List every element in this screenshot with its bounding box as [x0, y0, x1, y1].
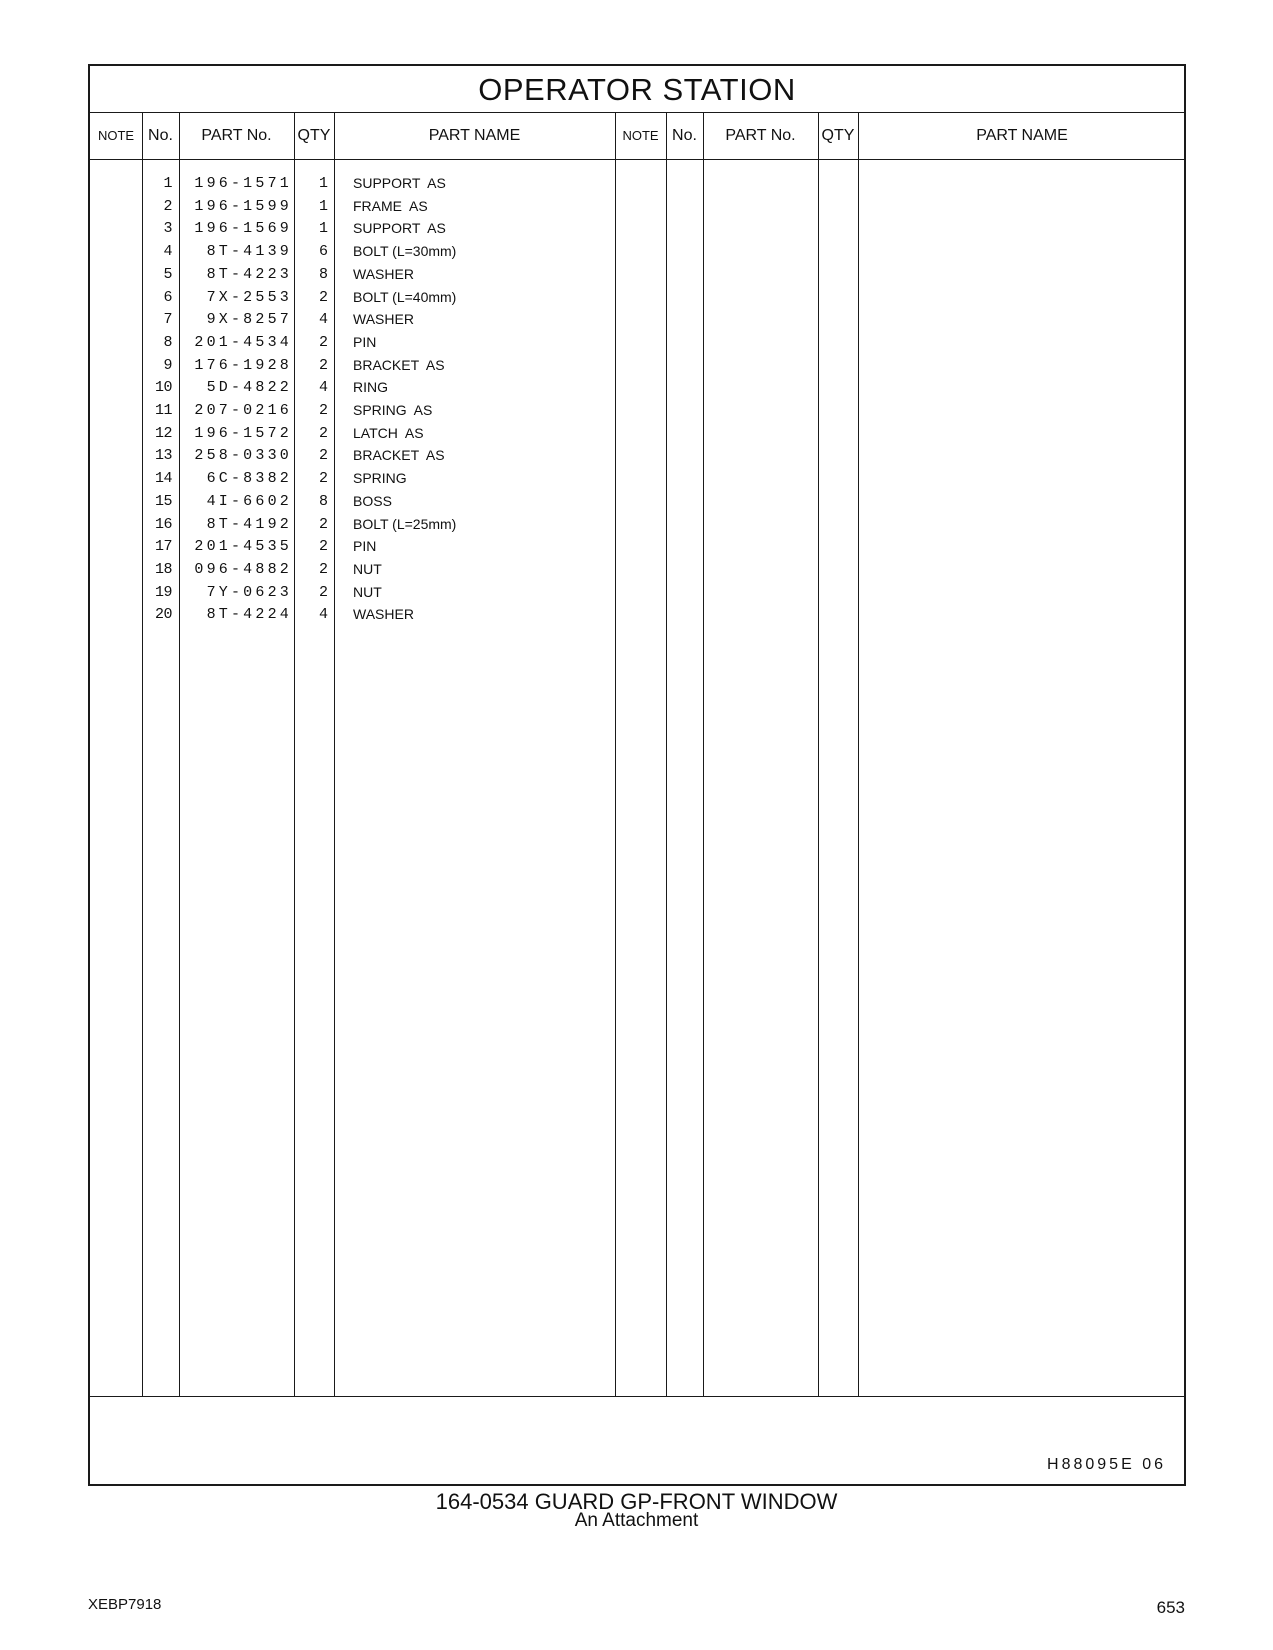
part-number: 5D-4822 [206, 379, 292, 397]
part-number: 6C-8382 [206, 470, 292, 488]
part-number: 176-1928 [194, 356, 292, 374]
item-number: 4 [163, 243, 172, 261]
quantity: 8 [318, 492, 328, 510]
table-row [90, 334, 1184, 357]
item-number: 19 [154, 583, 172, 601]
quantity: 8 [318, 265, 328, 283]
part-name: NUT [353, 583, 382, 600]
part-name: PIN [353, 333, 377, 350]
part-name: BOLT (L=40mm) [353, 288, 457, 305]
part-name: LATCH AS [353, 424, 424, 441]
table-row [90, 266, 1184, 289]
table-row [90, 425, 1184, 448]
quantity: 2 [318, 515, 328, 533]
part-number: 207-0216 [194, 402, 292, 419]
item-number: 16 [154, 515, 172, 533]
quantity: 1 [318, 220, 328, 238]
item-number: 15 [154, 492, 172, 510]
table-row [90, 447, 1184, 470]
drawing-code: H88095E 06 [1047, 1456, 1166, 1473]
assembly-subcaption: An Attachment [574, 1510, 699, 1531]
header-note: NOTE [97, 128, 135, 143]
table-row [90, 606, 1184, 629]
header-note-right: NOTE [622, 128, 659, 143]
item-number: 10 [154, 379, 172, 397]
item-number: 3 [163, 220, 172, 238]
item-number: 2 [163, 197, 172, 215]
table-row [90, 311, 1184, 334]
header-part-name: PART NAME [428, 127, 521, 144]
section-title: OPERATOR STATION [478, 72, 796, 107]
header-part-name-right: PART NAME [976, 127, 1068, 144]
part-number: 196-1571 [194, 175, 292, 192]
table-row [90, 584, 1184, 607]
part-number: 8T-4223 [206, 265, 292, 283]
part-number: 201-4534 [194, 333, 292, 351]
part-number: 8T-4139 [206, 243, 292, 261]
part-name: BRACKET AS [353, 447, 445, 464]
item-number: 7 [163, 311, 172, 329]
quantity: 1 [318, 197, 328, 215]
quantity: 4 [318, 606, 328, 624]
item-number: 20 [154, 606, 172, 624]
item-number: 9 [163, 356, 172, 374]
part-number: 7X-2553 [206, 288, 292, 306]
part-number: 4I-6602 [206, 492, 292, 510]
part-name: WASHER [353, 606, 414, 623]
item-number: 6 [163, 288, 172, 306]
item-number: 5 [163, 265, 172, 283]
table-row [90, 516, 1184, 539]
part-name: SUPPORT AS [353, 175, 446, 191]
quantity: 2 [318, 470, 328, 488]
part-name: SPRING AS [353, 402, 433, 418]
part-number: 196-1569 [194, 220, 292, 238]
part-number: 258-0330 [194, 447, 292, 465]
item-number: 8 [163, 333, 172, 351]
header-qty-right: QTY [821, 127, 855, 144]
item-number: 13 [154, 447, 172, 465]
item-number: 12 [154, 424, 172, 442]
table-row [90, 402, 1184, 425]
parts-table-frame [88, 64, 1186, 1486]
part-number: 201-4535 [194, 538, 292, 556]
page-number: 653 [1156, 1598, 1185, 1617]
quantity: 2 [318, 356, 328, 374]
item-number: 1 [163, 175, 172, 192]
quantity: 6 [318, 243, 328, 261]
document-id: XEBP7918 [88, 1596, 162, 1613]
table-row [90, 220, 1184, 243]
quantity: 2 [318, 333, 328, 351]
part-number: 8T-4192 [206, 515, 292, 533]
quantity: 2 [318, 560, 328, 578]
table-row [90, 561, 1184, 584]
part-name: BRACKET AS [353, 356, 445, 373]
item-number: 14 [154, 470, 172, 488]
header-divider [90, 159, 1184, 160]
table-row [90, 198, 1184, 221]
part-number: 9X-8257 [206, 311, 292, 329]
quantity: 2 [318, 288, 328, 306]
part-name: FRAME AS [353, 197, 428, 214]
item-number: 17 [154, 538, 172, 556]
quantity: 4 [318, 311, 328, 329]
quantity: 2 [318, 538, 328, 556]
header-no: No. [148, 127, 173, 144]
part-number: 8T-4224 [206, 606, 292, 624]
part-name: SPRING [353, 470, 407, 487]
table-row [90, 470, 1184, 493]
quantity: 1 [318, 175, 328, 192]
table-row [90, 538, 1184, 561]
part-number: 096-4882 [194, 560, 292, 578]
table-row [90, 493, 1184, 516]
item-number: 11 [154, 402, 172, 419]
quantity: 4 [318, 379, 328, 397]
part-number: 196-1572 [194, 424, 292, 442]
part-name: SUPPORT AS [353, 220, 446, 237]
assembly-caption: 164-0534 GUARD GP-FRONT WINDOW [435, 1489, 838, 1514]
part-name: BOLT (L=25mm) [353, 515, 457, 532]
header-part-no: PART No. [201, 127, 272, 144]
part-name: BOLT (L=30mm) [353, 243, 457, 260]
header-no-right: No. [672, 127, 697, 144]
table-row [90, 357, 1184, 380]
table-row [90, 243, 1184, 266]
part-name: RING [353, 379, 388, 396]
header-qty: QTY [297, 127, 331, 144]
part-name: WASHER [353, 265, 414, 282]
footer-divider [90, 1396, 1184, 1397]
table-row [90, 175, 1184, 198]
part-name: PIN [353, 538, 377, 555]
quantity: 2 [318, 583, 328, 601]
quantity: 2 [318, 424, 328, 442]
part-name: WASHER [353, 311, 414, 328]
header-part-no-right: PART No. [725, 127, 796, 144]
part-number: 7Y-0623 [206, 583, 292, 601]
part-name: BOSS [353, 492, 392, 509]
quantity: 2 [318, 447, 328, 465]
table-row [90, 379, 1184, 402]
item-number: 18 [154, 560, 172, 578]
table-row [90, 289, 1184, 312]
quantity: 2 [318, 402, 328, 419]
part-number: 196-1599 [194, 197, 292, 215]
part-name: NUT [353, 560, 382, 577]
